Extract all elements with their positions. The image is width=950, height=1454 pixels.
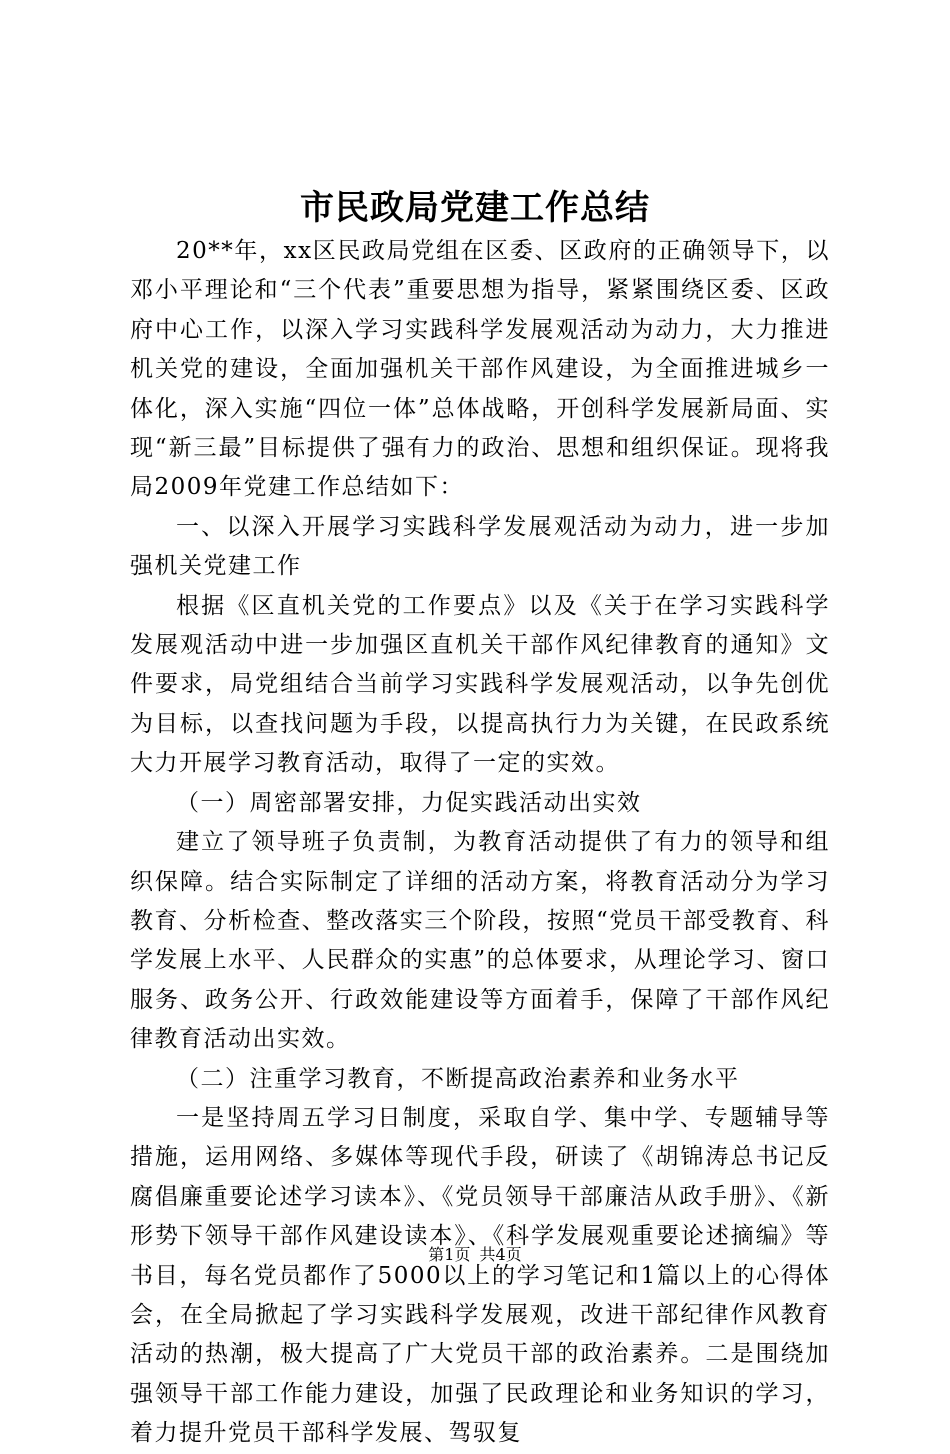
subsection-heading-1: （一）周密部署安排，力促实践活动出实效 [176, 789, 642, 816]
paragraph-intro: 20**年，xx区民政局党组在区委、区政府的正确领导下，以邓小平理论和“三个代表”重要思想为指导，紧紧围绕区委、区政府中心工作，以深入学习实践科学发展观活动为动力，大力推进机关党的建设，全面加强机关干部作风建设，为全面推进城乡一体化，深入实施“四位一体”总体战略，开创科学发展新局面、实现“新三最”目标提供了强有力的政治、思想和组织保证。现将我局2009年党建工作总结如下： [130, 238, 830, 501]
section-heading-1: 一、以深入开展学习实践科学发展观活动为动力，进一步加强机关党建工作 [130, 513, 830, 580]
paragraph-subsection-2: 一是坚持周五学习日制度，采取自学、集中学、专题辅导等措施，运用网络、多媒体等现代手段，研读了《胡锦涛总书记反腐倡廉重要论述学习读本》、《党员领导干部廉洁从政手册》、《新形势下领导干部作风建设读本》、《科学发展观重要论述摘编》等书目，每名党员都作了5000以上的学习笔记和1篇以上的心得体会，在全局掀起了学习实践科学发展观，改进干部纪律作风教育活动的热潮，极大提高了广大党员干部的政治素养。二是围绕加强领导干部工作能力建设，加强了民政理论和业务知识的学习，着力提升党员干部科学发展、驾驭复 [130, 1104, 830, 1447]
paragraph-section-1: 根据《区直机关党的工作要点》以及《关于在学习实践科学发展观活动中进一步加强区直机关干部作风纪律教育的通知》文件要求，局党组结合当前学习实践科学发展观活动，以争先创优为目标，以查找问题为手段，以提高执行力为关键，在民政系统大力开展学习教育活动，取得了一定的实效。 [130, 592, 830, 777]
document-body [130, 232, 830, 1454]
subsection-heading-2: （二）注重学习教育，不断提高政治素养和业务水平 [176, 1065, 740, 1092]
page-footer [0, 1243, 950, 1267]
page-total: 共4页 [479, 1245, 522, 1264]
page-number: 第1页 [428, 1245, 471, 1264]
document-title: 市民政局党建工作总结 [300, 188, 650, 228]
paragraph-subsection-1: 建立了领导班子负责制，为教育活动提供了有力的领导和组织保障。结合实际制定了详细的活动方案，将教育活动分为学习教育、分析检查、整改落实三个阶段，按照“党员干部受教育、科学发展上水平、人民群众的实惠”的总体要求，从理论学习、窗口服务、政务公开、行政效能建设等方面着手，保障了干部作风纪律教育活动出实效。 [130, 829, 830, 1053]
